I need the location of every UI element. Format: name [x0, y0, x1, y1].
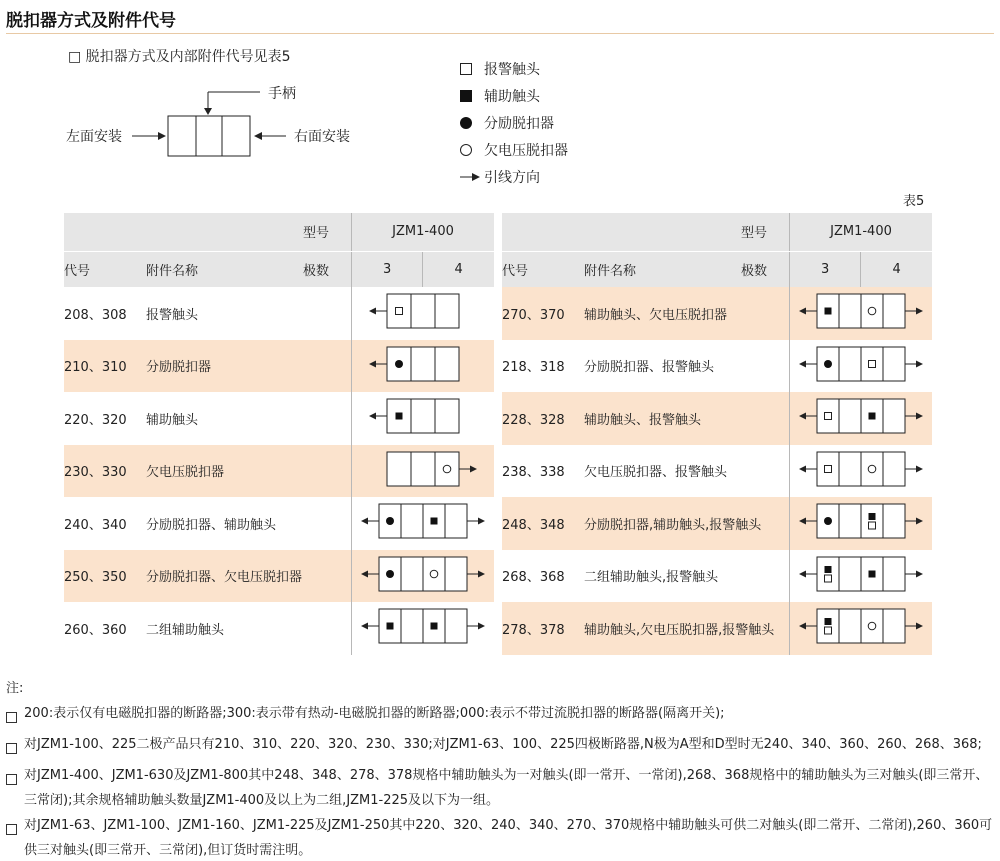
pole-layout-cell	[790, 602, 933, 655]
model-header-value: JZM1-400	[790, 213, 933, 251]
undervoltage-release-open-dot-icon	[460, 144, 472, 156]
legend-item: 报警触头	[460, 55, 568, 82]
lead-left-arrow-icon	[361, 570, 379, 577]
auxiliary-contact-filled-square-icon	[825, 566, 832, 573]
accessory-name: 报警触头	[146, 307, 199, 323]
accessory-name: 分励脱扣器、报警触头	[584, 360, 715, 376]
auxiliary-contact-filled-square-icon	[396, 413, 403, 420]
legend-item: 引线方向	[460, 163, 568, 190]
col-poles: 极数	[695, 251, 790, 287]
shunt-release-filled-dot-icon	[386, 517, 394, 525]
accessory-code: 208、308	[64, 307, 127, 323]
pole-layout-diagram	[790, 346, 932, 382]
auxiliary-contact-filled-square-icon	[825, 308, 832, 315]
auxiliary-contact-filled-square-icon	[387, 623, 394, 630]
pole-layout-diagram	[352, 451, 494, 487]
checkbox-icon	[6, 743, 17, 754]
pole-layout-diagram	[790, 293, 932, 329]
table-row	[502, 550, 932, 603]
lead-left-arrow-icon	[369, 413, 387, 420]
notes-label: 注:	[6, 681, 24, 696]
shunt-release-filled-dot-icon	[824, 360, 832, 368]
col-code: 代号	[502, 251, 574, 287]
accessory-code: 248、348	[502, 497, 574, 550]
lead-direction-arrow-icon	[460, 172, 480, 182]
lead-left-arrow-icon	[799, 308, 817, 315]
pole-layout-diagram	[352, 503, 494, 539]
pole-layout-diagram	[790, 398, 932, 434]
lead-right-arrow-icon	[905, 360, 923, 367]
note-item: 200:表示仅有电磁脱扣器的断路器;300:表示带有热动-电磁脱扣器的断路器;000:表示不带过流脱扣器的断路器(隔离开关);	[6, 701, 996, 732]
alarm-contact-open-square-icon	[396, 308, 403, 315]
shunt-release-filled-dot-icon	[460, 117, 472, 129]
pole-layout-cell	[790, 550, 933, 603]
auxiliary-contact-filled-square-icon	[431, 623, 438, 630]
table-row	[64, 287, 494, 340]
auxiliary-contact-filled-square-icon	[460, 90, 472, 102]
lead-right-arrow-icon	[905, 465, 923, 472]
mounting-diagram	[60, 80, 380, 165]
accessory-name: 辅助触头、报警触头	[574, 392, 790, 445]
accessory-name: 二组辅助触头,报警触头	[584, 570, 719, 586]
lead-left-arrow-icon	[799, 570, 817, 577]
pole-layout-diagram	[790, 451, 932, 487]
pole-layout-diagram	[352, 293, 494, 329]
col-name: 附件名称	[136, 251, 257, 287]
accessory-code: 240、340	[64, 517, 127, 533]
accessory-code: 228、328	[502, 392, 574, 445]
lead-right-arrow-icon	[905, 623, 923, 630]
legend-item: 分励脱扣器	[460, 109, 568, 136]
notes-section	[6, 676, 996, 861]
pole-layout-cell	[790, 497, 933, 550]
pole-layout-cell	[352, 550, 495, 603]
shunt-release-filled-dot-icon	[386, 570, 394, 578]
accessory-name: 欠电压脱扣器、报警触头	[584, 465, 728, 481]
lead-left-arrow-icon	[799, 623, 817, 630]
table-row	[64, 392, 494, 445]
note-item: 对JZM1-400、JZM1-630及JZM1-800其中248、348、278、378规格中辅助触头为一对触头(即一常开、一常闭),268、368规格中的辅助触头为三对触头(即三常开、三常闭);其余规格辅助触头数量JZM1-400及以上为二组,JZM1-225及以下为一组。	[6, 763, 996, 813]
lead-left-arrow-icon	[799, 413, 817, 420]
note-item: 对JZM1-63、JZM1-100、JZM1-160、JZM1-225及JZM1-250其中220、320、240、340、270、370规格中辅助触头可供二对触头(即二常开、二常闭),260、360可供三对触头(即三常开、三常闭),但订货时需注明。	[6, 813, 996, 861]
col-poles: 极数	[257, 251, 352, 287]
auxiliary-contact-filled-square-icon	[431, 518, 438, 525]
checkbox-icon	[6, 824, 17, 835]
table-row	[502, 445, 932, 498]
lead-right-arrow-icon	[905, 518, 923, 525]
alarm-contact-open-square-icon	[825, 465, 832, 472]
symbol-legend	[460, 55, 568, 190]
table-row	[64, 497, 494, 550]
table-row	[502, 497, 932, 550]
pole-layout-cell	[790, 445, 933, 498]
table-row	[502, 340, 932, 393]
auxiliary-contact-filled-square-icon	[869, 413, 876, 420]
accessory-code: 260、360	[64, 622, 127, 638]
accessory-code: 270、370	[502, 287, 574, 340]
pole-layout-cell	[790, 340, 933, 393]
breaker-pole-box-2	[196, 116, 222, 156]
table-row	[64, 550, 494, 603]
lead-right-arrow-icon	[467, 518, 485, 525]
legend-item: 辅助触头	[460, 82, 568, 109]
legend-item: 欠电压脱扣器	[460, 136, 568, 163]
accessory-name: 分励脱扣器,辅助触头,报警触头	[574, 497, 790, 550]
accessory-code: 278、378	[502, 602, 574, 655]
note-item: 对JZM1-100、225二极产品只有210、310、220、320、230、330;对JZM1-63、100、225四极断路器,N极为A型和D型时无240、340、360、260、268、368;	[6, 732, 996, 763]
lead-left-arrow-icon	[369, 360, 387, 367]
checkbox-icon	[6, 712, 17, 723]
alarm-contact-open-square-icon	[825, 413, 832, 420]
pole-layout-cell	[352, 602, 495, 655]
pole-layout-diagram	[352, 608, 494, 644]
pole-layout-cell	[352, 287, 495, 340]
accessory-code: 238、338	[502, 465, 565, 481]
table-row	[64, 445, 494, 498]
pole-layout-cell	[352, 340, 495, 393]
pole-layout-cell	[352, 392, 495, 445]
accessory-name: 欠电压脱扣器	[136, 445, 352, 498]
auxiliary-contact-filled-square-icon	[869, 513, 876, 520]
model-header-label: 型号	[64, 213, 352, 251]
table-row	[502, 602, 932, 655]
accessory-code: 218、318	[502, 360, 565, 376]
pole-layout-cell	[352, 497, 495, 550]
pole-layout-diagram	[790, 608, 932, 644]
lead-left-arrow-icon	[369, 308, 387, 315]
accessory-name: 辅助触头、欠电压脱扣器	[574, 287, 790, 340]
col-name: 附件名称	[574, 251, 695, 287]
pole-layout-cell	[790, 392, 933, 445]
auxiliary-contact-filled-square-icon	[825, 618, 832, 625]
model-header-label: 型号	[502, 213, 790, 251]
table-row	[64, 340, 494, 393]
lead-right-arrow-icon	[905, 308, 923, 315]
accessory-code: 230、330	[64, 445, 136, 498]
auxiliary-contact-filled-square-icon	[869, 570, 876, 577]
pole-layout-diagram	[352, 556, 494, 592]
accessory-name: 辅助触头,欠电压脱扣器,报警触头	[574, 602, 790, 655]
alarm-contact-open-square-icon	[460, 63, 472, 75]
accessory-code: 210、310	[64, 340, 136, 393]
pole-layout-cell	[790, 287, 933, 340]
alarm-contact-open-square-icon	[869, 522, 876, 529]
lead-right-arrow-icon	[905, 570, 923, 577]
lead-right-arrow-icon	[467, 623, 485, 630]
breaker-pole-box-1	[168, 116, 196, 156]
pole-layout-cell	[352, 445, 495, 498]
col-pole-3: 3	[790, 251, 861, 287]
lead-right-arrow-icon	[467, 570, 485, 577]
alarm-contact-open-square-icon	[825, 627, 832, 634]
accessory-name: 辅助触头	[146, 412, 199, 428]
right-install-label: 右面安装	[294, 129, 350, 145]
alarm-contact-open-square-icon	[869, 360, 876, 367]
table-row	[502, 392, 932, 445]
shunt-release-filled-dot-icon	[824, 517, 832, 525]
table-row	[64, 602, 494, 655]
accessory-code: 268、368	[502, 570, 565, 586]
accessory-name: 分励脱扣器、辅助触头	[146, 517, 277, 533]
accessory-code: 250、350	[64, 550, 136, 603]
shunt-release-filled-dot-icon	[395, 360, 403, 368]
lead-left-arrow-icon	[799, 465, 817, 472]
checkbox-icon	[6, 774, 17, 785]
breaker-pole-box-3	[222, 116, 250, 156]
lead-right-arrow-icon	[459, 465, 477, 472]
handle-label: 手柄	[268, 86, 296, 102]
pole-layout-diagram	[790, 503, 932, 539]
pole-layout-diagram	[352, 346, 494, 382]
col-code: 代号	[64, 251, 136, 287]
diagram-caption: □ 脱扣器方式及内部附件代号见表5	[68, 49, 291, 65]
section-title: 脱扣器方式及附件代号	[6, 11, 176, 31]
handle-arrow-icon	[208, 92, 260, 114]
table-number: 表5	[903, 194, 925, 209]
left-install-label: 左面安装	[66, 129, 122, 145]
lead-left-arrow-icon	[799, 518, 817, 525]
accessory-code: 220、320	[64, 412, 127, 428]
col-pole-4: 4	[861, 251, 932, 287]
table-row	[502, 287, 932, 340]
title-divider	[6, 33, 994, 34]
model-header-value: JZM1-400	[352, 213, 495, 251]
alarm-contact-open-square-icon	[825, 575, 832, 582]
accessory-name: 二组辅助触头	[146, 622, 225, 638]
accessory-code-table-right	[502, 213, 932, 655]
accessory-name: 分励脱扣器	[136, 340, 352, 393]
lead-right-arrow-icon	[905, 413, 923, 420]
accessory-code-table-left	[64, 213, 494, 655]
lead-left-arrow-icon	[361, 623, 379, 630]
lead-left-arrow-icon	[799, 360, 817, 367]
pole-layout-diagram	[790, 556, 932, 592]
accessory-name: 分励脱扣器、欠电压脱扣器	[136, 550, 352, 603]
col-pole-3: 3	[352, 251, 423, 287]
col-pole-4: 4	[423, 251, 494, 287]
pole-layout-diagram	[352, 398, 494, 434]
lead-left-arrow-icon	[361, 518, 379, 525]
